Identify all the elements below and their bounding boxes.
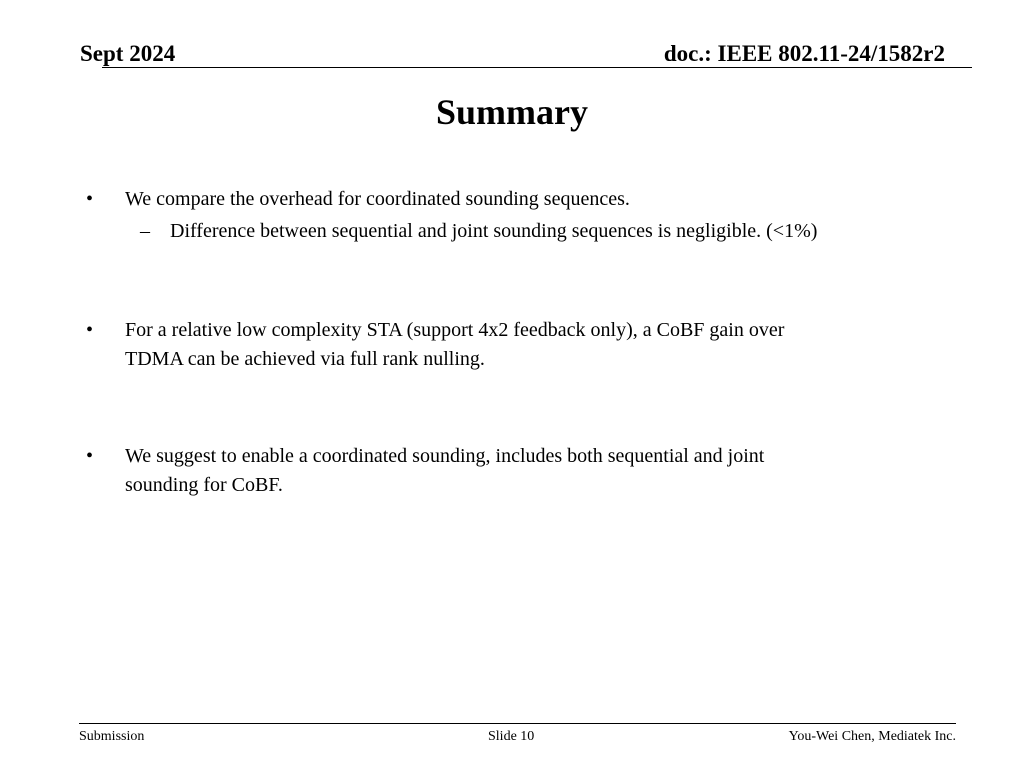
header-doc-id: doc.: IEEE 802.11-24/1582r2 [663, 41, 945, 66]
bullet-line: sounding for CoBF. [125, 474, 283, 496]
sub-bullet-marker: – [140, 220, 150, 242]
slide-title: Summary [436, 92, 588, 132]
sub-bullet-line: Difference between sequential and joint sounding sequences is negligible. (<1%) [170, 220, 818, 242]
header-date: Sept 2024 [80, 41, 176, 66]
bullet-line: TDMA can be achieved via full rank nulling. [125, 348, 485, 370]
bullet-text [125, 185, 630, 214]
bullet-marker: • [86, 445, 94, 467]
footer-submission: Submission [79, 729, 145, 744]
footer-slide-number: Slide 10 [488, 729, 535, 744]
bullet-line: We compare the overhead for coordinated sounding sequences. [125, 188, 630, 210]
bullet-text [125, 316, 784, 374]
footer-divider [79, 723, 956, 724]
bullet-line: For a relative low complexity STA (support 4x2 feedback only), a CoBF gain over [125, 319, 785, 341]
sub-bullet-text [170, 217, 817, 246]
footer-author: You-Wei Chen, Mediatek Inc. [788, 729, 956, 744]
bullet-marker: • [86, 319, 94, 341]
bullet-marker: • [86, 188, 94, 210]
bullet-line: We suggest to enable a coordinated sounding, includes both sequential and joint [125, 445, 765, 467]
header-divider [102, 67, 972, 68]
bullet-text [125, 442, 764, 500]
